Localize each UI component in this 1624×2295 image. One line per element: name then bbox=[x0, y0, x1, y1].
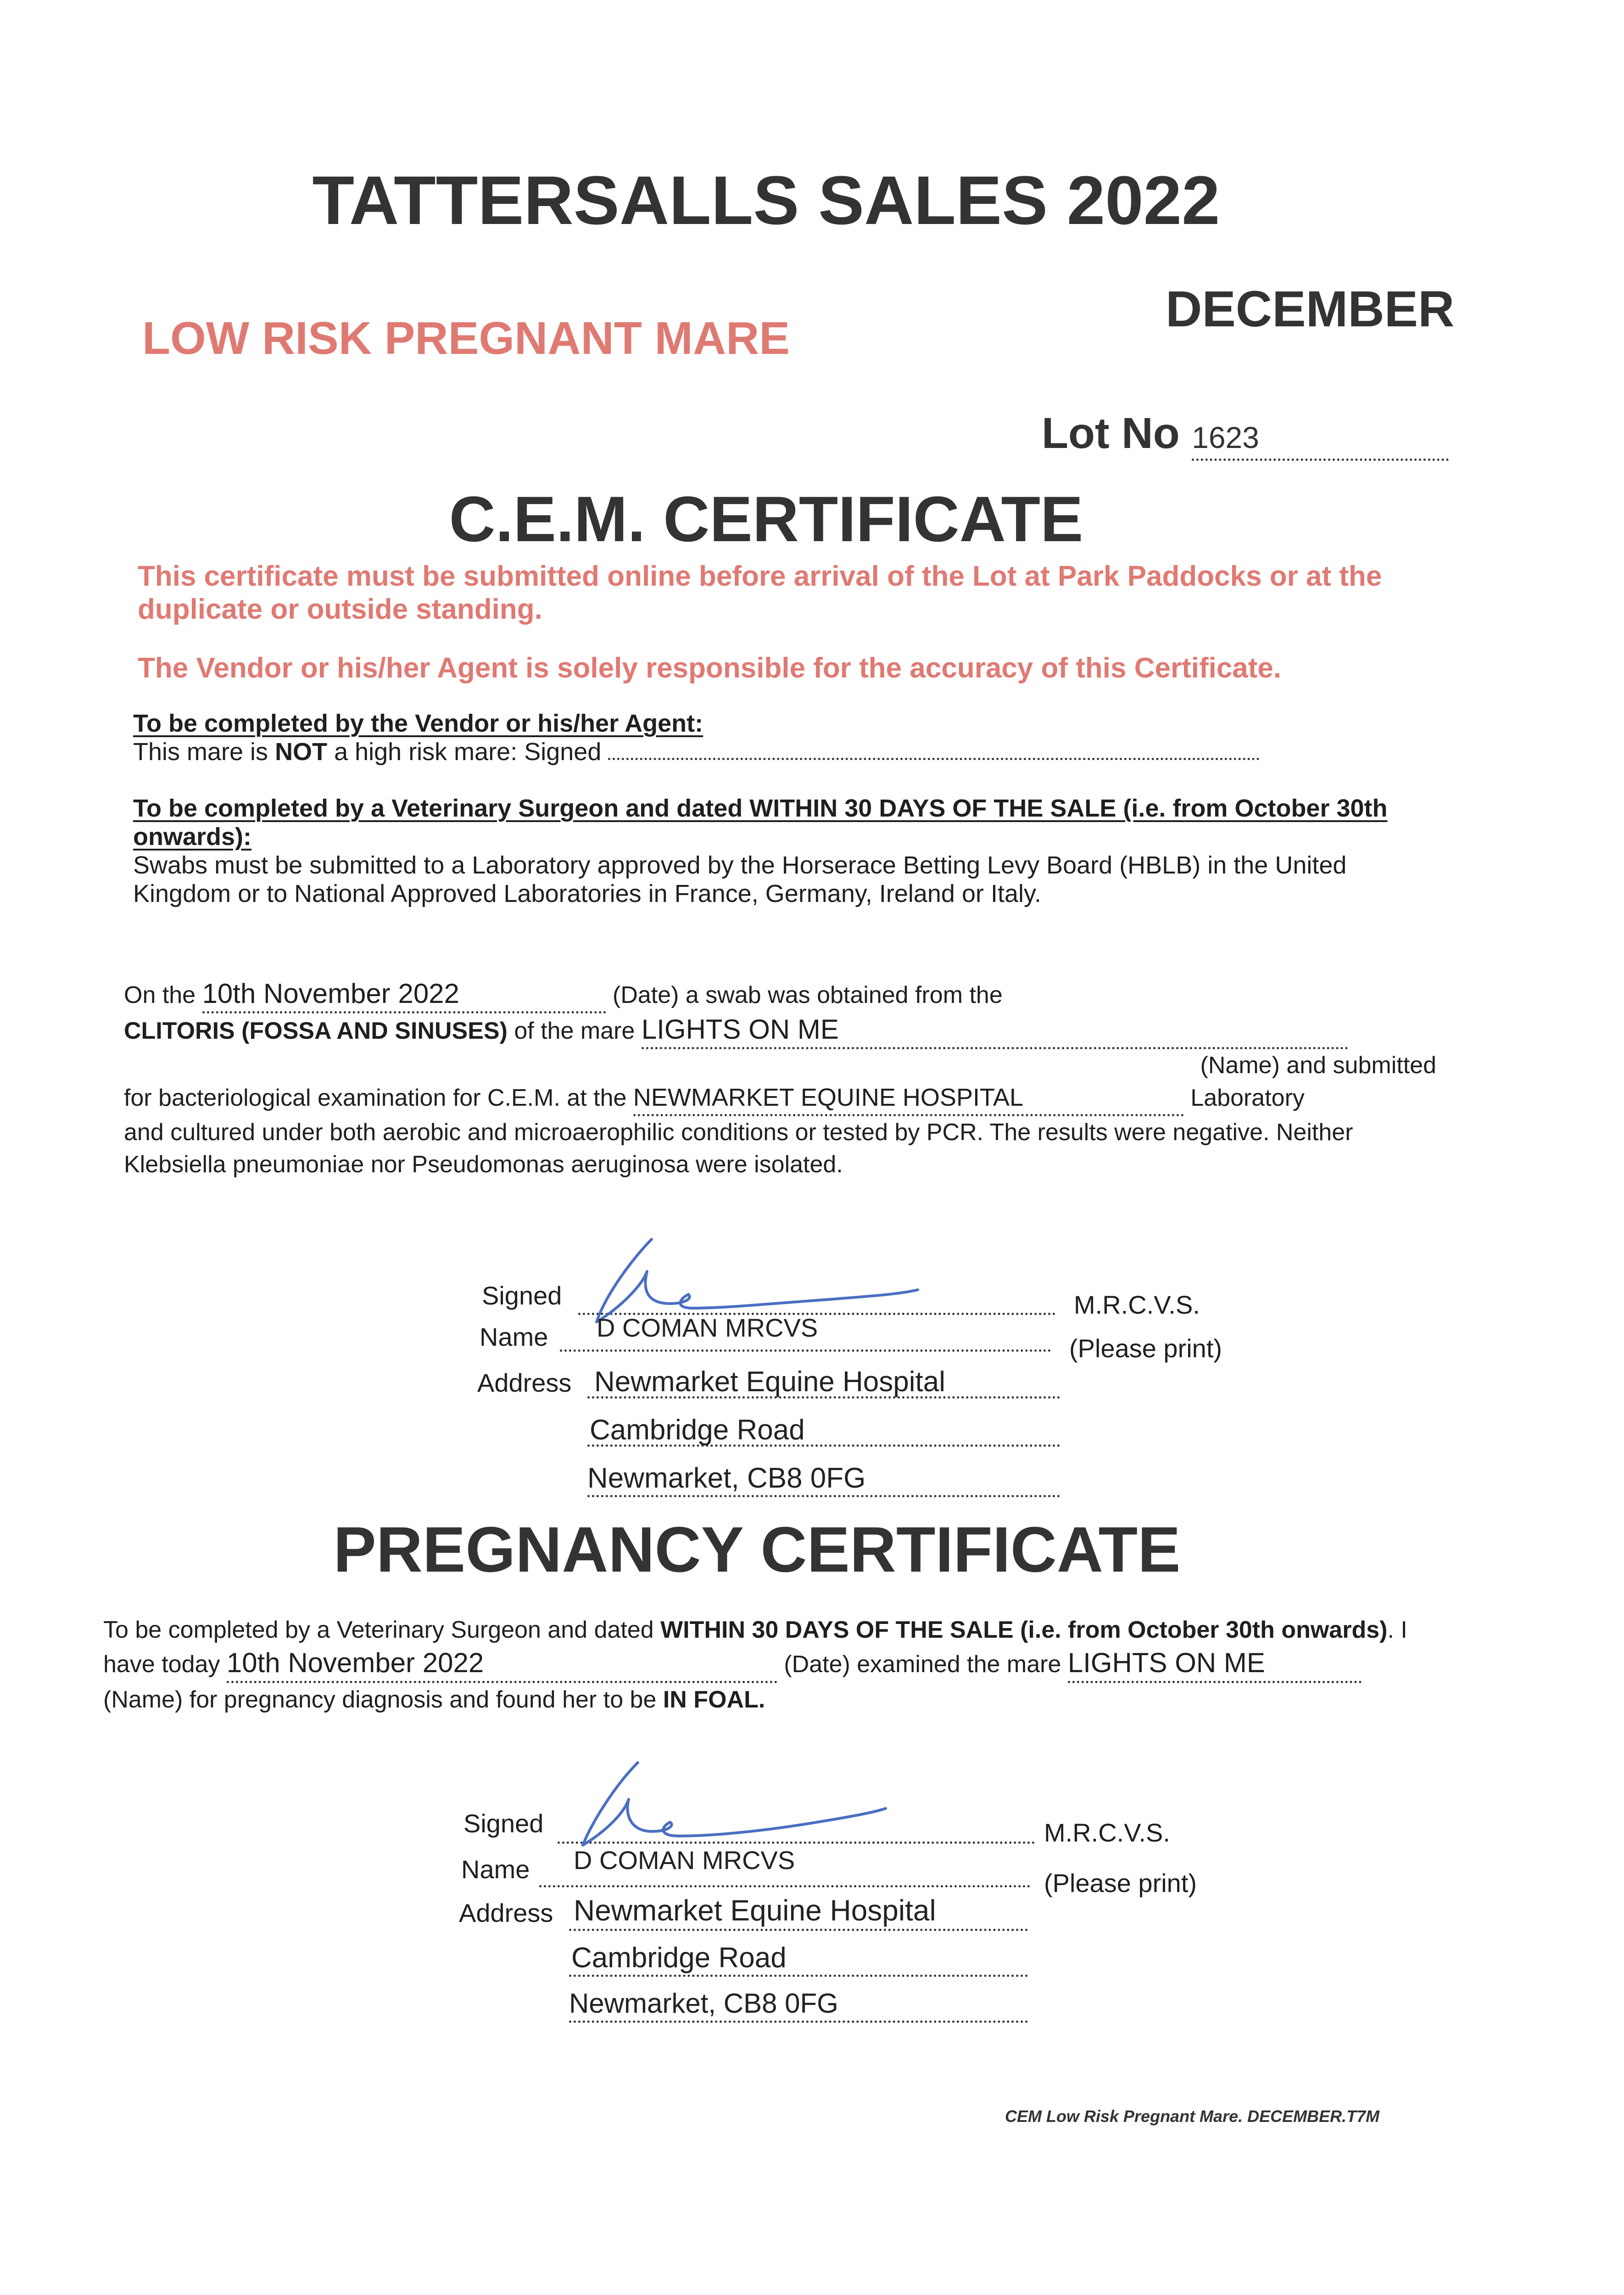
cem-vet-name: D COMAN MRCVS bbox=[597, 1313, 818, 1342]
preg-address-line-3: Newmarket, CB8 0FG bbox=[569, 1988, 838, 2019]
of-mare-label: of the mare bbox=[514, 1018, 635, 1044]
bact-label: for bacteriological examination for C.E.M. at the bbox=[124, 1085, 627, 1111]
preg-mrcvs: M.R.C.V.S. bbox=[1044, 1818, 1170, 1847]
pregnancy-date: 10th November 2022 bbox=[226, 1647, 484, 1678]
culture-results: and cultured under both aerobic and microaerophilic conditions or tested by PCR. The results were negative. Neither Klebsiella pneumoniae nor Pseudomonas aeruginosa were isolated. bbox=[124, 1119, 1353, 1178]
pregnancy-mare-label: mare bbox=[1006, 1651, 1061, 1678]
cem-signed-label: Signed bbox=[482, 1281, 562, 1310]
swab-date: 10th November 2022 bbox=[202, 978, 459, 1009]
lot-value: 1623 bbox=[1192, 420, 1259, 454]
cem-address-line-1: Newmarket Equine Hospital bbox=[594, 1366, 946, 1398]
vendor-signature-field[interactable] bbox=[608, 739, 1260, 760]
preg-address-line-2: Cambridge Road bbox=[571, 1942, 787, 1974]
vet-heading: To be completed by a Veterinary Surgeon and dated WITHIN 30 DAYS OF THE SALE (i.e. from October 30th onwards): bbox=[133, 795, 1388, 851]
swab-paragraph bbox=[124, 978, 1436, 1181]
name-submitted-label: (Name) and submitted bbox=[1200, 1052, 1436, 1079]
pregnancy-today: . I have today bbox=[103, 1617, 1407, 1678]
laboratory-label: Laboratory bbox=[1190, 1085, 1305, 1111]
cem-please-print: (Please print) bbox=[1069, 1334, 1222, 1363]
lot-label: Lot No bbox=[1042, 409, 1180, 458]
vendor-line-signed: a high risk mare: Signed bbox=[327, 738, 602, 766]
footer-reference: CEM Low Risk Pregnant Mare. DECEMBER.T7M bbox=[1005, 2107, 1380, 2126]
on-the-label: On the bbox=[124, 982, 196, 1008]
vet-section bbox=[133, 794, 1441, 908]
pregnancy-found: (Name) for pregnancy diagnosis and found her to be bbox=[103, 1686, 657, 1713]
preg-vet-name: D COMAN MRCVS bbox=[574, 1846, 795, 1875]
preg-signed-label: Signed bbox=[463, 1809, 544, 1838]
preg-address-line-1: Newmarket Equine Hospital bbox=[574, 1894, 936, 1927]
pregnancy-title: PREGNANCY CERTIFICATE bbox=[333, 1513, 1181, 1585]
cem-mare-name: LIGHTS ON ME bbox=[641, 1014, 839, 1045]
cem-name-label: Name bbox=[480, 1322, 548, 1351]
preg-please-print: (Please print) bbox=[1044, 1869, 1197, 1898]
preg-address-label: Address bbox=[459, 1898, 553, 1927]
swab-site: CLITORIS (FOSSA AND SINUSES) bbox=[124, 1018, 508, 1044]
cem-notice-online: This certificate must be submitted online before arrival of the Lot at Park Paddocks or at the duplicate or outside standing. bbox=[138, 560, 1382, 625]
sale-month: DECEMBER bbox=[1166, 281, 1455, 337]
vendor-heading: To be completed by the Vendor or his/her Agent: bbox=[133, 710, 703, 737]
vendor-section bbox=[133, 709, 1487, 766]
risk-label: LOW RISK PREGNANT MARE bbox=[142, 313, 790, 364]
swab-instructions: Swabs must be submitted to a Laboratory approved by the Horserace Betting Levy Board (HBLB) in the United Kingdom or to National Approved Laboratories in France, Germany, Ireland or Italy. bbox=[133, 851, 1347, 907]
pregnancy-paragraph bbox=[103, 1613, 1420, 1716]
cem-address-label: Address bbox=[477, 1368, 572, 1397]
lab-name: NEWMARKET EQUINE HOSPITAL bbox=[633, 1084, 1023, 1111]
pregnancy-intro: To be completed by a Veterinary Surgeon and dated bbox=[103, 1617, 661, 1643]
pregnancy-date-label: (Date) examined the bbox=[784, 1651, 1000, 1678]
cem-address-line-3: Newmarket, CB8 0FG bbox=[587, 1462, 866, 1494]
pregnancy-window: WITHIN 30 DAYS OF THE SALE (i.e. from October 30th onwards) bbox=[660, 1617, 1388, 1643]
lot-number bbox=[1042, 409, 1449, 461]
cem-address-line-2: Cambridge Road bbox=[590, 1414, 805, 1446]
preg-signature bbox=[560, 1753, 890, 1859]
cem-title: C.E.M. CERTIFICATE bbox=[449, 483, 1083, 555]
vendor-line: This mare is bbox=[133, 738, 275, 766]
document-title: TATTERSALLS SALES 2022 bbox=[312, 162, 1220, 239]
preg-name-label: Name bbox=[461, 1855, 530, 1884]
pregnancy-mare-name: LIGHTS ON ME bbox=[1067, 1647, 1265, 1678]
cem-mrcvs: M.R.C.V.S. bbox=[1074, 1290, 1200, 1319]
date-label: (Date) a swab was obtained from the bbox=[613, 982, 1003, 1008]
cem-notice-responsibility: The Vendor or his/her Agent is solely responsible for the accuracy of this Certificate. bbox=[138, 652, 1282, 684]
vendor-not: NOT bbox=[275, 738, 328, 766]
pregnancy-in-foal: IN FOAL. bbox=[663, 1686, 765, 1713]
